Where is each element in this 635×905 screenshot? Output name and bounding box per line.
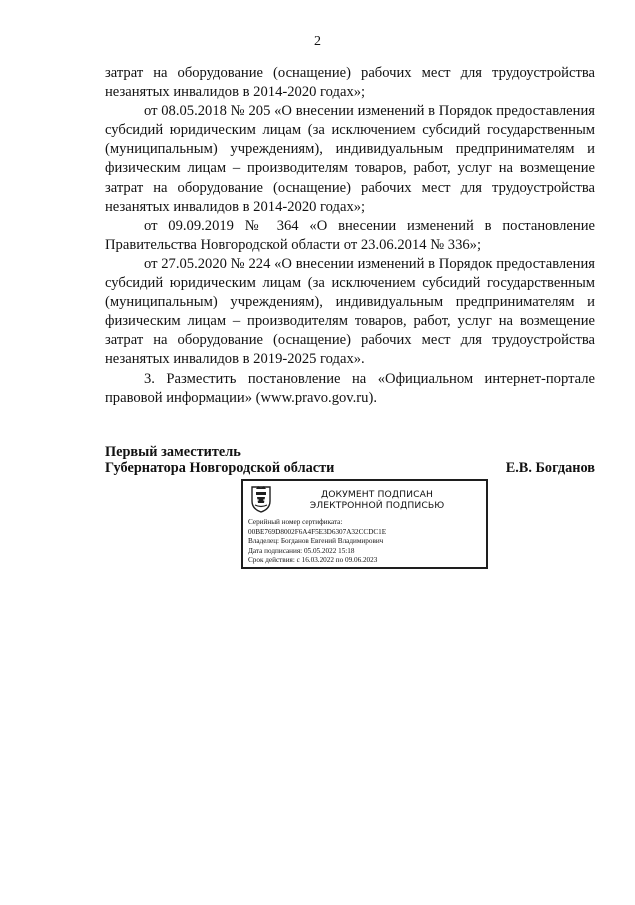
stamp-title [277,489,477,511]
electronic-signature-stamp [241,479,488,569]
certificate-number: 00BE769D8002F6A4F5E3D6307A32CCDC1E [248,527,387,536]
position-line-2: Губернатора Новгородской области [105,460,335,476]
certificate-owner: Владелец: Богданов Евгений Владимирович [248,537,384,546]
validity-period: Срок действия: с 16.03.2022 по 09.06.2023 [248,556,378,565]
signatory-name: Е.В. Богданов [505,460,595,476]
certificate-label: Серийный номер сертификата: [248,518,343,526]
stamp-details [248,518,484,566]
signatory-position [105,444,334,476]
stamp-title-line-2: ЭЛЕКТРОННОЙ ПОДПИСЬЮ [309,500,445,511]
paragraph-5: 3. Разместить постановление на «Официальном интернет-портале правовой информации» (www.pravo.gov.ru). [105,370,595,406]
paragraph-2: от 08.05.2018 № 205 «О внесении изменений в Порядок предоставления субсидий юридическим лицам (за исключением субсидий государственным (муниципальным) учреждениям), индивидуальным предпринимателям и физическим лицам – производителям товаров, работ, услуг на возмещение затрат на оборудование (оснащение) рабочих мест для трудоустройства незанятых инвалидов в 2014-2020 годах»; [105,103,595,215]
signing-date: Дата подписания: 05.05.2022 15:18 [248,546,355,555]
page-number: 2 [314,34,321,49]
paragraph-1: затрат на оборудование (оснащение) рабочих мест для трудоустройства незанятых инвалидов в 2014-2020 годах»; [105,65,595,101]
paragraph-4: от 27.05.2020 № 224 «О внесении изменений в Порядок предоставления субсидий юридическим лицам (за исключением субсидий государственным (муниципальным) учреждениям), индивидуальным предпринимателям и физическим лицам – производителям товаров, работ, услуг на возмещение затрат на оборудование (оснащение) рабочих мест для трудоустройства незанятых инвалидов в 2019-2025 годах». [105,255,595,368]
paragraph-3: от 09.09.2019 № 364 «О внесении изменений в постановление Правительства Новгородской области от 23.06.2014 № 336»; [105,217,595,253]
position-line-1: Первый заместитель [105,444,241,460]
document-body [105,64,595,408]
coat-of-arms-icon [249,484,273,514]
stamp-title-line-1: ДОКУМЕНТ ПОДПИСАН [320,489,434,500]
